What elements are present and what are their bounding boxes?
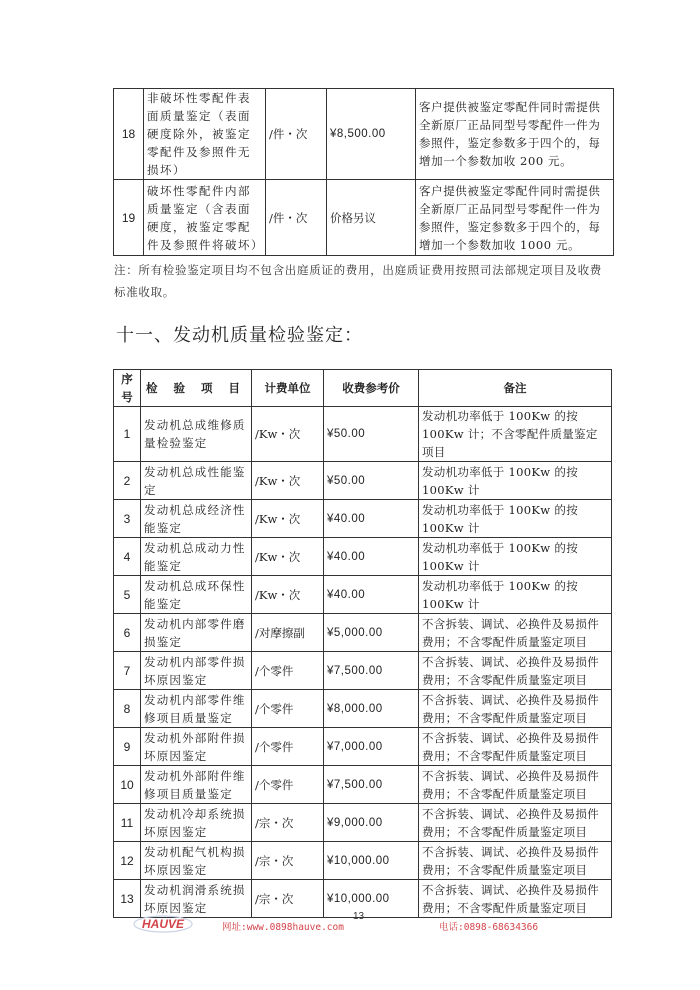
phone-number: 电话:0898-68634366 bbox=[439, 922, 539, 933]
inspection-item: 发动机内部零件损坏原因鉴定 bbox=[141, 652, 252, 690]
header-price: 收费参考价 bbox=[324, 370, 419, 407]
remark: 发动机功率低于 100Kw 的按 100Kw 计 bbox=[419, 500, 612, 538]
remark: 不含拆装、调试、必换件及易损件费用；不含零配件质量鉴定项目 bbox=[419, 842, 612, 880]
hauve-logo bbox=[133, 913, 193, 935]
row-number: 4 bbox=[114, 538, 141, 576]
remark: 客户提供被鉴定零配件同时需提供全新原厂正品同型号零配件一件为参照件，鉴定参数多于四个的，每增加一个参数加收 1000 元。 bbox=[416, 180, 614, 256]
remark: 不含拆装、调试、必换件及易损件费用；不含零配件质量鉴定项目 bbox=[419, 690, 612, 728]
row-number: 6 bbox=[114, 614, 141, 652]
reference-price: ¥40.00 bbox=[324, 576, 419, 614]
billing-unit: /个零件 bbox=[252, 766, 324, 804]
reference-price: ¥8,000.00 bbox=[324, 690, 419, 728]
remark: 发动机功率低于 100Kw 的按 100Kw 计；不含零配件质量鉴定项目 bbox=[419, 407, 612, 462]
header-unit: 计费单位 bbox=[252, 370, 324, 407]
billing-unit: /个零件 bbox=[252, 728, 324, 766]
remark: 不含拆装、调试、必换件及易损件费用；不含零配件质量鉴定项目 bbox=[419, 614, 612, 652]
inspection-item: 发动机外部附件损坏原因鉴定 bbox=[141, 728, 252, 766]
reference-price: ¥7,500.00 bbox=[324, 652, 419, 690]
row-number: 7 bbox=[114, 652, 141, 690]
row-number: 8 bbox=[114, 690, 141, 728]
remark: 发动机功率低于 100Kw 的按 100Kw 计 bbox=[419, 576, 612, 614]
table-row bbox=[114, 766, 612, 804]
row-number: 1 bbox=[114, 407, 141, 462]
inspection-item: 破坏性零配件内部质量鉴定（含表面硬度，被鉴定零配件及参照件将破坏） bbox=[144, 180, 266, 256]
table-row bbox=[114, 652, 612, 690]
billing-unit: /宗・次 bbox=[252, 804, 324, 842]
header-item: 检 验 项 目 bbox=[141, 370, 252, 407]
billing-unit: /对摩擦副 bbox=[252, 614, 324, 652]
website-url: 网址:www.0898hauve.com bbox=[222, 922, 344, 933]
inspection-item: 发动机总成动力性能鉴定 bbox=[141, 538, 252, 576]
remark: 发动机功率低于 100Kw 的按 100Kw 计 bbox=[419, 462, 612, 500]
table-row bbox=[114, 690, 612, 728]
billing-unit: /件・次 bbox=[266, 180, 327, 256]
billing-unit: /宗・次 bbox=[252, 880, 324, 918]
billing-unit: /Kw・次 bbox=[252, 538, 324, 576]
inspection-item: 发动机总成维修质量检验鉴定 bbox=[141, 407, 252, 462]
table-row bbox=[114, 500, 612, 538]
billing-unit: /件・次 bbox=[266, 89, 327, 180]
row-number: 11 bbox=[114, 804, 141, 842]
reference-price: ¥8,500.00 bbox=[327, 89, 416, 180]
row-number: 5 bbox=[114, 576, 141, 614]
inspection-item: 发动机冷却系统损坏原因鉴定 bbox=[141, 804, 252, 842]
footnote: 注：所有检验鉴定项目均不包含出庭质证的费用，出庭质证费用按照司法部规定项目及收费标准收取。 bbox=[114, 263, 602, 299]
remark: 不含拆装、调试、必换件及易损件费用；不含零配件质量鉴定项目 bbox=[419, 880, 612, 918]
reference-price: ¥40.00 bbox=[324, 500, 419, 538]
reference-price: ¥9,000.00 bbox=[324, 804, 419, 842]
page-number: 13 bbox=[353, 911, 365, 922]
row-number: 18 bbox=[114, 89, 144, 180]
table-row bbox=[114, 89, 614, 180]
row-number: 10 bbox=[114, 766, 141, 804]
billing-unit: /个零件 bbox=[252, 652, 324, 690]
engine-inspection-fee-table bbox=[113, 369, 612, 918]
inspection-item: 发动机润滑系统损坏原因鉴定 bbox=[141, 880, 252, 918]
reference-price: 价格另议 bbox=[327, 180, 416, 256]
row-number: 3 bbox=[114, 500, 141, 538]
billing-unit: /个零件 bbox=[252, 690, 324, 728]
table-row bbox=[114, 407, 612, 462]
table-row bbox=[114, 804, 612, 842]
table-row bbox=[114, 728, 612, 766]
row-number: 2 bbox=[114, 462, 141, 500]
billing-unit: /Kw・次 bbox=[252, 576, 324, 614]
row-number: 12 bbox=[114, 842, 141, 880]
table-row bbox=[114, 614, 612, 652]
reference-price: ¥7,000.00 bbox=[324, 728, 419, 766]
remark: 不含拆装、调试、必换件及易损件费用；不含零配件质量鉴定项目 bbox=[419, 804, 612, 842]
header-remark: 备注 bbox=[419, 370, 612, 407]
quality-fee-table-continued bbox=[113, 88, 614, 256]
remark: 不含拆装、调试、必换件及易损件费用；不含零配件质量鉴定项目 bbox=[419, 766, 612, 804]
inspection-item: 发动机内部零件维修项目质量鉴定 bbox=[141, 690, 252, 728]
svg-text:HAUVE: HAUVE bbox=[141, 917, 185, 931]
table-row bbox=[114, 538, 612, 576]
reference-price: ¥5,000.00 bbox=[324, 614, 419, 652]
remark: 不含拆装、调试、必换件及易损件费用；不含零配件质量鉴定项目 bbox=[419, 652, 612, 690]
table-row bbox=[114, 462, 612, 500]
reference-price: ¥50.00 bbox=[324, 462, 419, 500]
reference-price: ¥10,000.00 bbox=[324, 842, 419, 880]
row-number: 9 bbox=[114, 728, 141, 766]
row-number: 19 bbox=[114, 180, 144, 256]
table-row bbox=[114, 180, 614, 256]
inspection-item: 非破坏性零配件表面质量鉴定（表面硬度除外，被鉴定零配件及参照件无损坏） bbox=[144, 89, 266, 180]
inspection-item: 发动机外部附件维修项目质量鉴定 bbox=[141, 766, 252, 804]
reference-price: ¥7,500.00 bbox=[324, 766, 419, 804]
reference-price: ¥50.00 bbox=[324, 407, 419, 462]
remark: 不含拆装、调试、必换件及易损件费用；不含零配件质量鉴定项目 bbox=[419, 728, 612, 766]
table-header-row bbox=[114, 370, 612, 407]
billing-unit: /Kw・次 bbox=[252, 407, 324, 462]
reference-price: ¥40.00 bbox=[324, 538, 419, 576]
row-number: 13 bbox=[114, 880, 141, 918]
billing-unit: /Kw・次 bbox=[252, 462, 324, 500]
remark: 客户提供被鉴定零配件同时需提供全新原厂正品同型号零配件一件为参照件，鉴定参数多于四个的，每增加一个参数加收 200 元。 bbox=[416, 89, 614, 180]
table-row bbox=[114, 842, 612, 880]
section-title: 十一、发动机质量检验鉴定： bbox=[116, 325, 363, 346]
header-number: 序号 bbox=[114, 370, 141, 407]
inspection-item: 发动机配气机构损坏原因鉴定 bbox=[141, 842, 252, 880]
billing-unit: /Kw・次 bbox=[252, 500, 324, 538]
inspection-item: 发动机总成环保性能鉴定 bbox=[141, 576, 252, 614]
table-row bbox=[114, 576, 612, 614]
inspection-item: 发动机总成性能鉴定 bbox=[141, 462, 252, 500]
reference-price: ¥10,000.00 bbox=[324, 880, 419, 918]
remark: 发动机功率低于 100Kw 的按 100Kw 计 bbox=[419, 538, 612, 576]
inspection-item: 发动机内部零件磨损鉴定 bbox=[141, 614, 252, 652]
billing-unit: /宗・次 bbox=[252, 842, 324, 880]
inspection-item: 发动机总成经济性能鉴定 bbox=[141, 500, 252, 538]
